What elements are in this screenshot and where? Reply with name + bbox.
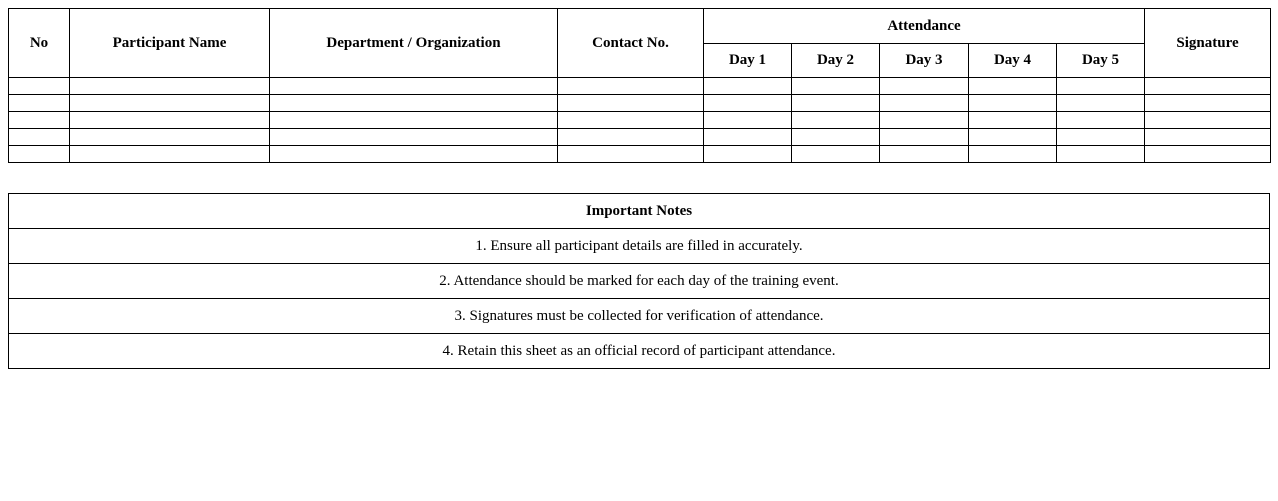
cell-day-2[interactable] <box>792 112 880 129</box>
notes-header-row <box>9 194 1270 229</box>
cell-signature[interactable] <box>1145 78 1271 95</box>
note-item-3: 3. Signatures must be collected for verification of attendance. <box>9 299 1270 334</box>
column-header-participant-name: Participant Name <box>70 9 270 78</box>
cell-day-1[interactable] <box>704 129 792 146</box>
column-header-signature: Signature <box>1145 9 1271 78</box>
cell-signature[interactable] <box>1145 95 1271 112</box>
table-row <box>9 78 1271 95</box>
cell-contact[interactable] <box>558 112 704 129</box>
note-row <box>9 334 1270 369</box>
column-header-day-1: Day 1 <box>704 44 792 78</box>
important-notes-table <box>8 193 1270 369</box>
cell-day-5[interactable] <box>1057 95 1145 112</box>
cell-day-5[interactable] <box>1057 129 1145 146</box>
table-row <box>9 112 1271 129</box>
table-row <box>9 95 1271 112</box>
cell-participant-name[interactable] <box>70 78 270 95</box>
cell-day-4[interactable] <box>969 78 1057 95</box>
cell-contact[interactable] <box>558 146 704 163</box>
cell-day-3[interactable] <box>880 129 969 146</box>
cell-no[interactable] <box>9 146 70 163</box>
cell-participant-name[interactable] <box>70 146 270 163</box>
cell-day-1[interactable] <box>704 146 792 163</box>
cell-signature[interactable] <box>1145 129 1271 146</box>
cell-department[interactable] <box>270 78 558 95</box>
note-row <box>9 264 1270 299</box>
cell-signature[interactable] <box>1145 146 1271 163</box>
cell-day-5[interactable] <box>1057 112 1145 129</box>
cell-department[interactable] <box>270 146 558 163</box>
header-row-top <box>9 9 1271 44</box>
cell-day-2[interactable] <box>792 129 880 146</box>
cell-day-1[interactable] <box>704 95 792 112</box>
cell-contact[interactable] <box>558 129 704 146</box>
cell-department[interactable] <box>270 129 558 146</box>
cell-participant-name[interactable] <box>70 112 270 129</box>
note-row <box>9 299 1270 334</box>
cell-day-1[interactable] <box>704 78 792 95</box>
column-header-day-3: Day 3 <box>880 44 969 78</box>
cell-no[interactable] <box>9 95 70 112</box>
cell-day-5[interactable] <box>1057 146 1145 163</box>
cell-department[interactable] <box>270 112 558 129</box>
cell-participant-name[interactable] <box>70 95 270 112</box>
cell-day-3[interactable] <box>880 95 969 112</box>
table-row <box>9 129 1271 146</box>
column-header-day-2: Day 2 <box>792 44 880 78</box>
cell-day-4[interactable] <box>969 112 1057 129</box>
column-header-attendance: Attendance <box>704 9 1145 44</box>
cell-signature[interactable] <box>1145 112 1271 129</box>
cell-day-3[interactable] <box>880 78 969 95</box>
cell-day-3[interactable] <box>880 112 969 129</box>
cell-day-4[interactable] <box>969 95 1057 112</box>
column-header-day-5: Day 5 <box>1057 44 1145 78</box>
cell-day-5[interactable] <box>1057 78 1145 95</box>
note-item-2: 2. Attendance should be marked for each day of the training event. <box>9 264 1270 299</box>
note-item-4: 4. Retain this sheet as an official record of participant attendance. <box>9 334 1270 369</box>
cell-day-2[interactable] <box>792 95 880 112</box>
cell-day-3[interactable] <box>880 146 969 163</box>
column-header-department: Department / Organization <box>270 9 558 78</box>
column-header-contact: Contact No. <box>558 9 704 78</box>
cell-day-4[interactable] <box>969 146 1057 163</box>
cell-day-1[interactable] <box>704 112 792 129</box>
notes-title: Important Notes <box>9 194 1270 229</box>
cell-no[interactable] <box>9 129 70 146</box>
attendance-table <box>8 8 1271 163</box>
column-header-day-4: Day 4 <box>969 44 1057 78</box>
cell-day-2[interactable] <box>792 146 880 163</box>
cell-no[interactable] <box>9 112 70 129</box>
cell-day-4[interactable] <box>969 129 1057 146</box>
cell-day-2[interactable] <box>792 78 880 95</box>
cell-contact[interactable] <box>558 78 704 95</box>
cell-department[interactable] <box>270 95 558 112</box>
cell-no[interactable] <box>9 78 70 95</box>
cell-contact[interactable] <box>558 95 704 112</box>
table-row <box>9 146 1271 163</box>
column-header-no: No <box>9 9 70 78</box>
attendance-table-body <box>9 78 1271 163</box>
note-row <box>9 229 1270 264</box>
cell-participant-name[interactable] <box>70 129 270 146</box>
note-item-1: 1. Ensure all participant details are filled in accurately. <box>9 229 1270 264</box>
